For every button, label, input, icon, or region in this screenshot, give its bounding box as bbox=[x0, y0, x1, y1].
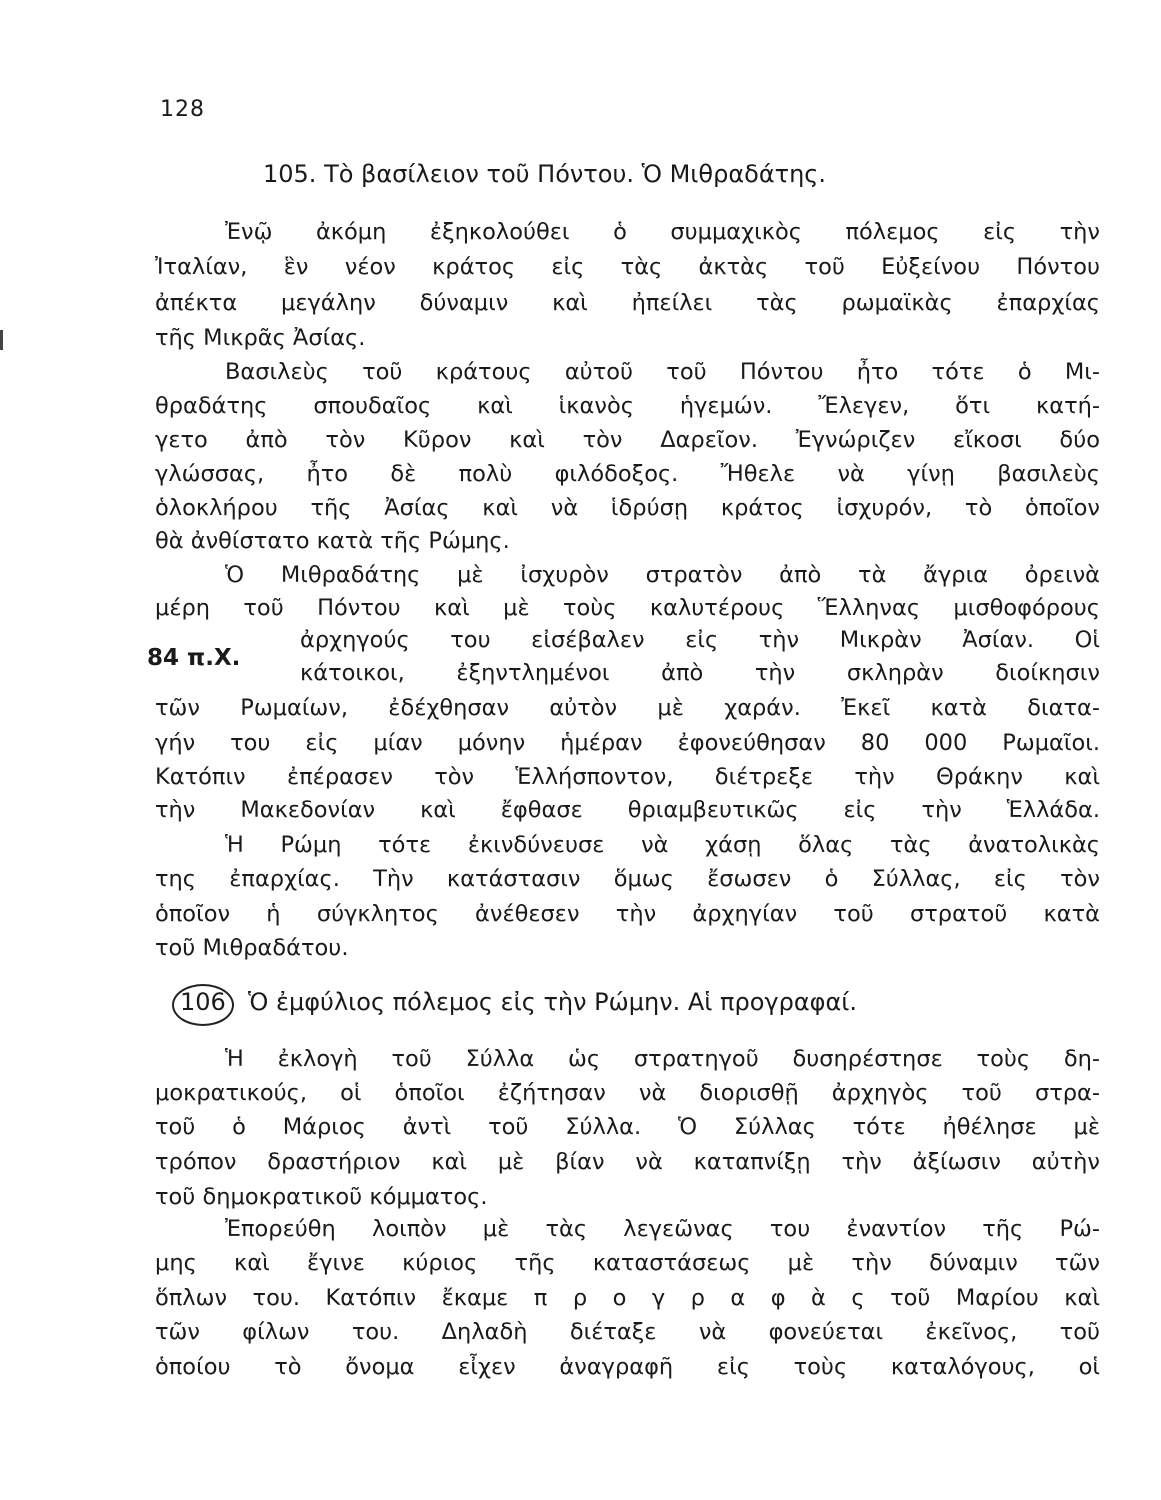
text-line: τοῦ δημοκρατικοῦ κόμματος. bbox=[155, 1184, 488, 1210]
text-line: της ἐπαρχίας. Τὴν κατάστασιν ὅμως ἔσωσεν ὁ Σύλλας, εἰς τὸν bbox=[155, 866, 1100, 892]
text-line: ὁλοκλήρου τῆς Ἀσίας καὶ νὰ ἱδρύσῃ κράτος ἰσχυρόν, τὸ ὁποῖον bbox=[155, 495, 1100, 521]
page-number: 128 bbox=[160, 97, 205, 122]
text-line: τῶν Ρωμαίων, ἐδέχθησαν αὐτὸν μὲ χαράν. Ἐκεῖ κατὰ διατα- bbox=[155, 695, 1100, 721]
text-line: Βασιλεὺς τοῦ κράτους αὐτοῦ τοῦ Πόντου ἦτο τότε ὁ Μι- bbox=[225, 359, 1100, 385]
text-line: θραδάτης σπουδαῖος καὶ ἱκανὸς ἡγεμών. Ἔλεγεν, ὅτι κατή- bbox=[155, 393, 1100, 419]
text-line: τῆς Μικρᾶς Ἀσίας. bbox=[155, 325, 366, 351]
text-line: γήν του εἰς μίαν μόνην ἡμέραν ἐφονεύθησαν 80 000 Ρωμαῖοι. bbox=[155, 730, 1100, 756]
text-line: γλώσσας, ἦτο δὲ πολὺ φιλόδοξος. Ἤθελε νὰ γίνῃ βασιλεὺς bbox=[155, 461, 1100, 487]
text-line: μέρη τοῦ Πόντου καὶ μὲ τοὺς καλυτέρους Ἕλληνας μισθοφόρους bbox=[155, 595, 1100, 621]
margin-date-note: 84 π.Χ. bbox=[147, 645, 241, 671]
section-105-heading: 105. Τὸ βασίλειον τοῦ Πόντου. Ὁ Μιθραδάτης. bbox=[263, 160, 827, 188]
text-line: Ἡ ἐκλογὴ τοῦ Σύλλα ὡς στρατηγοῦ δυσηρέστησε τοὺς δη- bbox=[225, 1046, 1100, 1072]
text-line: γετο ἀπὸ τὸν Κῦρον καὶ τὸν Δαρεῖον. Ἐγνώριζεν εἴκοσι δύο bbox=[155, 427, 1100, 453]
text-line: ἀρχηγούς του εἰσέβαλεν εἰς τὴν Μικρὰν Ἀσίαν. Οἱ bbox=[300, 627, 1100, 653]
text-line: μης καὶ ἔγινε κύριος τῆς καταστάσεως μὲ τὴν δύναμιν τῶν bbox=[155, 1250, 1100, 1276]
text-line: ὁποῖον ἡ σύγκλητος ἀνέθεσεν τὴν ἀρχηγίαν τοῦ στρατοῦ κατὰ bbox=[155, 901, 1100, 927]
text-line: Ὁ Μιθραδάτης μὲ ἰσχυρὸν στρατὸν ἀπὸ τὰ ἄγρια ὀρεινὰ bbox=[225, 562, 1100, 588]
text-line: ὁποίου τὸ ὄνομα εἶχεν ἀναγραφῆ εἰς τοὺς καταλόγους, οἱ bbox=[155, 1354, 1100, 1380]
text-line: Κατόπιν ἐπέρασεν τὸν Ἑλλήσποντον, διέτρεξε τὴν Θράκην καὶ bbox=[155, 764, 1100, 790]
text-line: θὰ ἀνθίστατο κατὰ τῆς Ρώμης. bbox=[155, 528, 510, 554]
text-line: Ἰταλίαν, ἓν νέον κράτος εἰς τὰς ἀκτὰς τοῦ Εὐξείνου Πόντου bbox=[155, 254, 1100, 280]
text-line: κάτοικοι, ἐξηντλημένοι ἀπὸ τὴν σκληρὰν διοίκησιν bbox=[300, 660, 1100, 686]
text-line: ἀπέκτα μεγάλην δύναμιν καὶ ἠπείλει τὰς ρωμαϊκὰς ἐπαρχίας bbox=[155, 290, 1100, 316]
text-line: τρόπον δραστήριον καὶ μὲ βίαν νὰ καταπνίξῃ τὴν ἀξίωσιν αὐτὴν bbox=[155, 1149, 1100, 1175]
text-line: ὅπλων του. Κατόπιν ἔκαμε π ρ ο γ ρ α φ ὰ ς τοῦ Μαρίου καὶ bbox=[155, 1285, 1100, 1311]
text-line: τὴν Μακεδονίαν καὶ ἔφθασε θριαμβευτικῶς εἰς τὴν Ἑλλάδα. bbox=[155, 797, 1100, 823]
section-106-number: 106 bbox=[180, 988, 226, 1016]
section-106-heading: Ὁ ἐμφύλιος πόλεμος εἰς τὴν Ρώμην. Αἱ προγραφαί. bbox=[248, 988, 858, 1016]
text-line: τοῦ Μιθραδάτου. bbox=[155, 935, 349, 961]
text-line: τοῦ ὁ Μάριος ἀντὶ τοῦ Σύλλα. Ὁ Σύλλας τότε ἠθέλησε μὲ bbox=[155, 1114, 1100, 1140]
text-line: τῶν φίλων του. Δηλαδὴ διέταξε νὰ φονεύεται ἐκεῖνος, τοῦ bbox=[155, 1319, 1100, 1345]
scan-edge-mark bbox=[0, 330, 3, 350]
text-line: Ἐνῷ ἀκόμη ἐξηκολούθει ὁ συμμαχικὸς πόλεμος εἰς τὴν bbox=[225, 219, 1100, 245]
text-line: Ἐπορεύθη λοιπὸν μὲ τὰς λεγεῶνας του ἐναντίον τῆς Ρώ- bbox=[225, 1216, 1100, 1242]
text-line: μοκρατικούς, οἱ ὁποῖοι ἐζήτησαν νὰ διορισθῇ ἀρχηγὸς τοῦ στρα- bbox=[155, 1080, 1100, 1106]
text-line: Ἡ Ρώμη τότε ἐκινδύνευσε νὰ χάσῃ ὅλας τὰς ἀνατολικὰς bbox=[225, 832, 1100, 858]
